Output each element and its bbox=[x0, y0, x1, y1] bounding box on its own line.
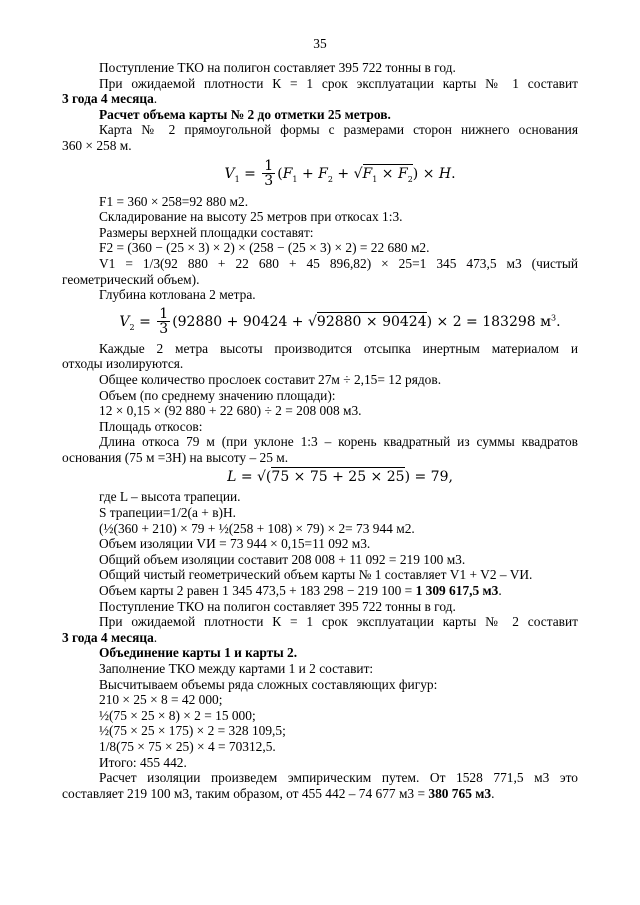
text-line: Площадь откосов: bbox=[99, 418, 203, 434]
text-line: Объем (по среднему значению площади): bbox=[99, 387, 336, 403]
text-line: При ожидаемой плотности К = 1 срок эксплуатации карты № 1 составит bbox=[99, 75, 578, 91]
text-line: Каждые 2 метра высоты производится отсыпка инертным материалом и bbox=[99, 340, 578, 356]
fraction: $\frac{1}{3}$ bbox=[264, 158, 274, 190]
document-page bbox=[62, 36, 578, 801]
text-line: S трапеции=1/2(а + в)Н. bbox=[99, 505, 236, 521]
text-line: Итого: 455 442. bbox=[99, 754, 187, 770]
text-line: Складирование на высоту 25 метров при откосах 1:3. bbox=[99, 209, 403, 225]
radicand: 75 × 75 + 25 × 25 bbox=[271, 469, 405, 486]
text-line: 1/8(75 × 75 × 25) × 4 = 70312,5. bbox=[99, 738, 276, 754]
text-line: V1 = 1/3(92 880 + 22 680 + 45 896,82) × 25=1 345 473,5 м3 (чистый bbox=[99, 255, 578, 271]
text-line: Поступление ТКО на полигон составляет 395 722 тонны в год. bbox=[99, 598, 456, 614]
text-line: Глубина котлована 2 метра. bbox=[99, 287, 256, 303]
text-line: ½(75 × 25 × 8) × 2 = 15 000; bbox=[99, 707, 256, 723]
text-line: 3 года 4 месяца. bbox=[62, 629, 158, 645]
text-line: Поступление ТКО на полигон составляет 395 722 тонны в год. bbox=[99, 60, 456, 75]
formula-l: L = √(75 × 75 + 25 × 25) = 79, bbox=[227, 469, 453, 486]
text-line: Объем изоляции VИ = 73 944 × 0,15=11 092 м3. bbox=[99, 536, 371, 552]
text-line: При ожидаемой плотности К = 1 срок эксплуатации карты № 2 составит bbox=[99, 614, 578, 630]
text-line: Объем карты 2 равен 1 345 473,5 + 183 298 − 219 100 = 1 309 617,5 м3. bbox=[99, 583, 502, 599]
page-number: 35 bbox=[313, 36, 327, 51]
text-line: F2 = (360 − (25 × 3) × 2) × (258 − (25 × 3) × 2) = 22 680 м2. bbox=[99, 240, 430, 256]
text-line: Заполнение ТКО между картами 1 и 2 составит: bbox=[99, 661, 374, 676]
text-line: 210 × 25 × 8 = 42 000; bbox=[99, 692, 223, 708]
text-line: Расчет изоляции произведем эмпирическим путем. От 1528 771,5 м3 это bbox=[99, 770, 578, 786]
formula-v1: $V_1$ = $\frac{1}{3}$ $(F_1 + F_2 + √F_1 \times F_2) \times H$. bbox=[224, 158, 456, 190]
formula-v2: $V_2$ = $\frac{1}{3}$ (92880 + 90424 + √92880 × 90424) × 2 = 183298 $м^3$. bbox=[119, 306, 561, 338]
text-line: 3 года 4 месяца. bbox=[62, 91, 158, 107]
text-line: (½(360 + 210) × 79 + ½(258 + 108) × 79) × 2= 73 944 м2. bbox=[99, 520, 415, 536]
radicand: 92880 × 90424 bbox=[316, 313, 427, 330]
text-line: ½(75 × 25 × 175) × 2 = 328 109,5; bbox=[99, 723, 286, 739]
text-line: Высчитываем объемы ряда сложных составляющих фигур: bbox=[99, 676, 438, 692]
sqrt-symbol: √ bbox=[307, 313, 317, 330]
text-line: 12 × 0,15 × (92 880 + 22 680) ÷ 2 = 208 008 м3. bbox=[99, 403, 362, 419]
text-line: Общий чистый геометрический объем карты № 1 составляет V1 + V2 – VИ. bbox=[99, 567, 533, 583]
sqrt-symbol: √( bbox=[257, 469, 272, 486]
text-line: основания (75 м =3Н) на высоту – 25 м. bbox=[62, 449, 289, 465]
sqrt-symbol: √ bbox=[353, 165, 363, 182]
text-line: где L – высота трапеции. bbox=[99, 489, 241, 505]
section-heading: Объединение карты 1 и карты 2. bbox=[99, 645, 298, 661]
text-line: Длина откоса 79 м (при уклоне 1:3 – корень квадратный из суммы квадратов bbox=[99, 434, 578, 450]
fraction: $\frac{1}{3}$ bbox=[159, 306, 169, 338]
text-line: F1 = 360 × 258=92 880 м2. bbox=[99, 193, 249, 209]
text-line: Общий объем изоляции составит 208 008 + 11 092 = 219 100 м3. bbox=[99, 551, 466, 567]
radicand: $F_1 \times F_2$ bbox=[362, 165, 413, 184]
text-line: составляет 219 100 м3, таким образом, от 455 442 – 74 677 м3 = 380 765 м3. bbox=[62, 785, 495, 801]
text-line: отходы изолируются. bbox=[62, 356, 184, 372]
section-heading: Расчет объема карты № 2 до отметки 25 метров. bbox=[99, 106, 391, 122]
text-line: геометрический объем). bbox=[62, 271, 200, 287]
text-line: Общее количество прослоек составит 27м ÷ 2,15= 12 рядов. bbox=[99, 371, 442, 387]
text-line: 360 × 258 м. bbox=[62, 137, 132, 153]
text-line: Размеры верхней площадки составят: bbox=[99, 224, 314, 240]
text-line: Карта № 2 прямоугольной формы с размерами сторон нижнего основания bbox=[99, 122, 578, 138]
